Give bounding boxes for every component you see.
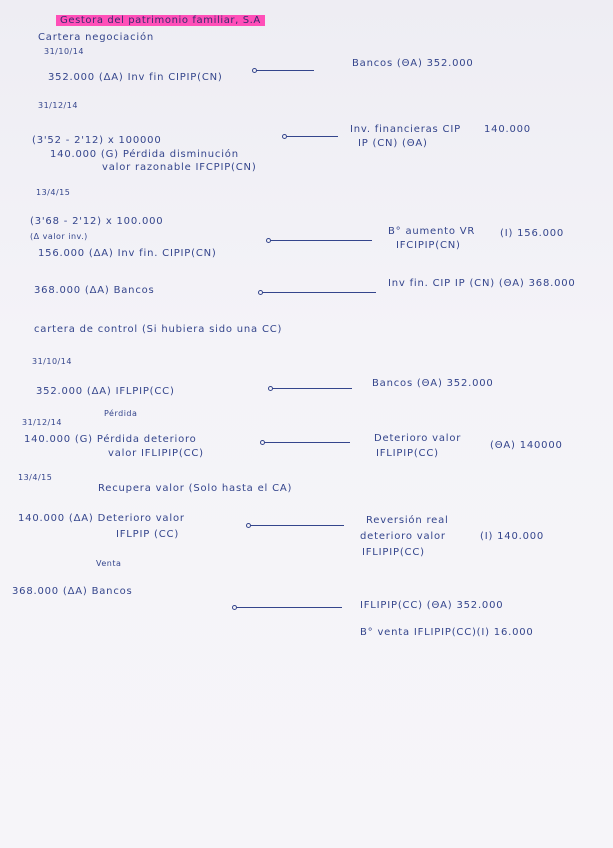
section2-date2: 31/12/14 xyxy=(22,418,62,427)
section2-entry4-debit: 368.000 (ΔA) Bancos xyxy=(12,586,133,597)
section1-entry1-credit: Bancos (ΘA) 352.000 xyxy=(352,58,474,69)
section2-entry2-credit-line1: Deterioro valor xyxy=(374,433,462,444)
section1-entry4-debit: 368.000 (ΔA) Bancos xyxy=(34,285,155,296)
section2-entry3-credit-line2: deterioro valor xyxy=(360,531,446,542)
section2-entry2-arrow xyxy=(264,442,350,443)
section1-entry2-credit-line1: Inv. financieras CIP xyxy=(350,124,461,135)
section1-entry3-arrow xyxy=(270,240,372,241)
section2-entry3-credit-line3: IFLIPIP(CC) xyxy=(362,547,425,558)
section1-entry2-credit-amount: 140.000 xyxy=(484,124,531,135)
section1-entry3-credit-amount: (I) 156.000 xyxy=(500,228,565,239)
section1-entry3-credit-line1: B° aumento VR xyxy=(388,226,476,237)
section2-entry3-arrow xyxy=(250,525,344,526)
section2-entry3-debit-line2: IFLPIP (CC) xyxy=(116,529,180,540)
section1-entry4-arrow xyxy=(262,292,376,293)
section1-entry2-credit-line2: IP (CN) (ΘA) xyxy=(358,138,428,149)
section2-entry2-debit-line2: valor IFLIPIP(CC) xyxy=(108,448,204,459)
section2-date3: 13/4/15 xyxy=(18,473,53,482)
section2-entry2-credit-line2: IFLIPIP(CC) xyxy=(376,448,439,459)
section1-date1: 31/10/14 xyxy=(44,47,84,56)
section2-entry1-debit: 352.000 (ΔA) IFLPIP(CC) xyxy=(36,386,175,397)
section2-entry3-debit-line1: 140.000 (ΔA) Deterioro valor xyxy=(18,513,185,524)
section1-heading: Cartera negociación xyxy=(38,32,155,43)
section1-date3: 13/4/15 xyxy=(36,188,71,197)
section1-entry1-debit: 352.000 (ΔA) Inv fin CIPIP(CN) xyxy=(48,72,223,83)
section2-note-venta: Venta xyxy=(96,559,122,568)
section1-entry1-arrow xyxy=(256,70,314,71)
section2-note-recupera: Recupera valor (Solo hasta el CA) xyxy=(98,483,293,494)
section1-entry3-debit: 156.000 (ΔA) Inv fin. CIPIP(CN) xyxy=(38,248,217,259)
section1-date2: 31/12/14 xyxy=(38,101,78,110)
section1-calc3-note: (Δ valor inv.) xyxy=(30,232,88,241)
section2-heading: cartera de control (Si hubiera sido una CC) xyxy=(34,324,283,335)
section1-calc2: (3'52 - 2'12) x 100000 xyxy=(32,135,162,146)
section2-date1: 31/10/14 xyxy=(32,357,72,366)
section2-entry3-credit-amount: (I) 140.000 xyxy=(480,531,545,542)
section2-entry1-arrow xyxy=(272,388,352,389)
page-title: Gestora del patrimonio familiar, S.A xyxy=(56,15,265,26)
section1-entry3-credit-line2: IFCIPIP(CN) xyxy=(396,240,461,251)
section1-entry2-debit-line1: 140.000 (G) Pérdida disminución xyxy=(50,149,239,160)
section2-note-perdida: Pérdida xyxy=(104,409,138,418)
section2-entry4-arrow xyxy=(236,607,342,608)
section2-entry2-credit-amount: (ΘA) 140000 xyxy=(490,440,563,451)
section1-entry2-arrow xyxy=(286,136,338,137)
section1-entry2-debit-line2: valor razonable IFCPIP(CN) xyxy=(102,162,257,173)
section1-entry4-credit: Inv fin. CIP IP (CN) (ΘA) 368.000 xyxy=(388,278,576,289)
section2-entry3-credit-line1: Reversión real xyxy=(366,515,449,526)
section2-entry4-credit-line1: IFLIPIP(CC) (ΘA) 352.000 xyxy=(360,600,504,611)
section2-entry1-credit: Bancos (ΘA) 352.000 xyxy=(372,378,494,389)
section2-entry4-credit-line2: B° venta IFLIPIP(CC)(I) 16.000 xyxy=(360,627,534,638)
section1-calc3: (3'68 - 2'12) x 100.000 xyxy=(30,216,164,227)
section2-entry2-debit-line1: 140.000 (G) Pérdida deterioro xyxy=(24,434,197,445)
